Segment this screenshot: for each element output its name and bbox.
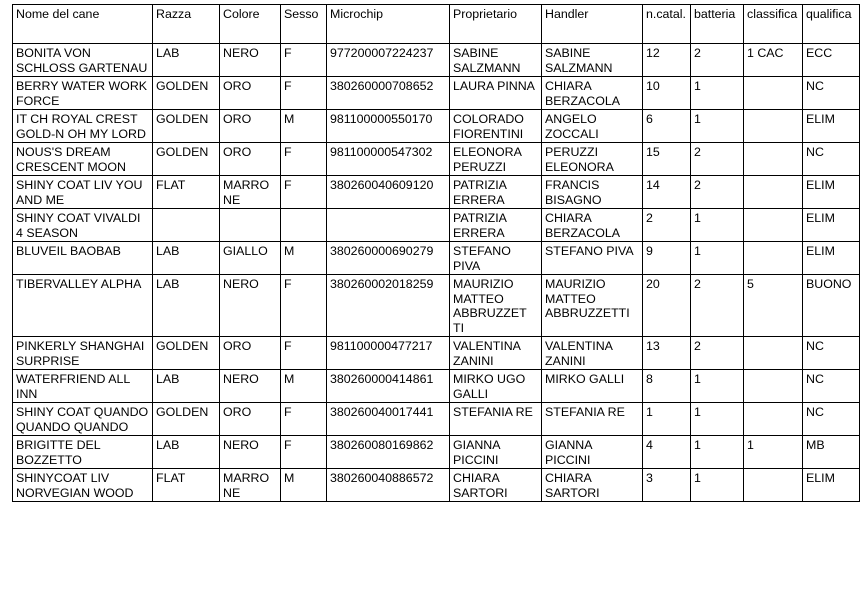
header-classifica: classifica — [744, 5, 803, 44]
cell-razza: LAB — [153, 44, 220, 77]
table-row — [13, 110, 860, 143]
cell-classifica — [744, 337, 803, 370]
cell-microchip: 981100000477217 — [327, 337, 450, 370]
cell-batteria: 1 — [691, 242, 744, 275]
cell-proprietario: PATRIZIA ERRERA — [450, 209, 542, 242]
cell-proprietario: LAURA PINNA — [450, 77, 542, 110]
cell-qualifica: NC — [803, 77, 860, 110]
cell-colore: NERO — [220, 275, 281, 337]
cell-razza: LAB — [153, 436, 220, 469]
cell-microchip: 380260002018259 — [327, 275, 450, 337]
cell-handler: STEFANIA RE — [542, 403, 643, 436]
cell-nome: BERRY WATER WORK FORCE — [13, 77, 153, 110]
cell-handler: SABINE SALZMANN — [542, 44, 643, 77]
cell-qualifica: NC — [803, 143, 860, 176]
cell-qualifica: NC — [803, 370, 860, 403]
cell-handler: PERUZZI ELEONORA — [542, 143, 643, 176]
cell-razza: GOLDEN — [153, 337, 220, 370]
cell-nome: BLUVEIL BAOBAB — [13, 242, 153, 275]
cell-proprietario: GIANNA PICCINI — [450, 436, 542, 469]
cell-ncatal: 9 — [643, 242, 691, 275]
cell-qualifica: BUONO — [803, 275, 860, 337]
table-body — [13, 44, 860, 502]
table-row — [13, 275, 860, 337]
cell-microchip — [327, 209, 450, 242]
cell-batteria: 2 — [691, 44, 744, 77]
header-microchip: Microchip — [327, 5, 450, 44]
cell-batteria: 1 — [691, 469, 744, 502]
cell-handler: MAURIZIO MATTEO ABBRUZZETTI — [542, 275, 643, 337]
cell-classifica — [744, 469, 803, 502]
cell-razza: LAB — [153, 242, 220, 275]
cell-colore: ORO — [220, 337, 281, 370]
cell-classifica — [744, 77, 803, 110]
cell-colore: GIALLO — [220, 242, 281, 275]
cell-handler: VALENTINA ZANINI — [542, 337, 643, 370]
cell-microchip: 380260040886572 — [327, 469, 450, 502]
header-sesso: Sesso — [281, 5, 327, 44]
cell-batteria: 2 — [691, 176, 744, 209]
cell-nome: IT CH ROYAL CREST GOLD-N OH MY LORD — [13, 110, 153, 143]
cell-nome: SHINY COAT LIV YOU AND ME — [13, 176, 153, 209]
cell-qualifica: MB — [803, 436, 860, 469]
table-row — [13, 469, 860, 502]
cell-nome: BONITA VON SCHLOSS GARTENAU — [13, 44, 153, 77]
cell-classifica — [744, 209, 803, 242]
cell-ncatal: 1 — [643, 403, 691, 436]
cell-proprietario: ELEONORA PERUZZI — [450, 143, 542, 176]
header-nome: Nome del cane — [13, 5, 153, 44]
cell-qualifica: ELIM — [803, 110, 860, 143]
cell-nome: PINKERLY SHANGHAI SURPRISE — [13, 337, 153, 370]
cell-nome: WATERFRIEND ALL INN — [13, 370, 153, 403]
cell-sesso — [281, 209, 327, 242]
cell-sesso: F — [281, 436, 327, 469]
cell-sesso: F — [281, 143, 327, 176]
table-row — [13, 209, 860, 242]
cell-razza: GOLDEN — [153, 77, 220, 110]
cell-qualifica: ELIM — [803, 469, 860, 502]
cell-proprietario: STEFANIA RE — [450, 403, 542, 436]
cell-microchip: 380260000414861 — [327, 370, 450, 403]
cell-qualifica: NC — [803, 337, 860, 370]
cell-handler: CHIARA BERZACOLA — [542, 209, 643, 242]
cell-nome: SHINYCOAT LIV NORVEGIAN WOOD — [13, 469, 153, 502]
cell-razza: GOLDEN — [153, 143, 220, 176]
cell-ncatal: 14 — [643, 176, 691, 209]
cell-ncatal: 8 — [643, 370, 691, 403]
cell-classifica — [744, 143, 803, 176]
cell-handler: CHIARA SARTORI — [542, 469, 643, 502]
cell-nome: SHINY COAT VIVALDI 4 SEASON — [13, 209, 153, 242]
cell-proprietario: MIRKO UGO GALLI — [450, 370, 542, 403]
cell-microchip: 380260040609120 — [327, 176, 450, 209]
cell-razza: FLAT — [153, 469, 220, 502]
cell-colore: NERO — [220, 44, 281, 77]
cell-sesso: F — [281, 176, 327, 209]
cell-proprietario: SABINE SALZMANN — [450, 44, 542, 77]
cell-classifica — [744, 110, 803, 143]
cell-classifica — [744, 370, 803, 403]
cell-razza: FLAT — [153, 176, 220, 209]
cell-classifica — [744, 403, 803, 436]
cell-batteria: 1 — [691, 209, 744, 242]
cell-proprietario: COLORADO FIORENTINI — [450, 110, 542, 143]
cell-colore: NERO — [220, 370, 281, 403]
cell-qualifica: ELIM — [803, 209, 860, 242]
header-proprietario: Proprietario — [450, 5, 542, 44]
cell-microchip: 380260000690279 — [327, 242, 450, 275]
cell-batteria: 1 — [691, 403, 744, 436]
header-qualifica: qualifica — [803, 5, 860, 44]
cell-batteria: 1 — [691, 370, 744, 403]
cell-ncatal: 6 — [643, 110, 691, 143]
cell-microchip: 981100000547302 — [327, 143, 450, 176]
cell-qualifica: ELIM — [803, 242, 860, 275]
cell-handler: FRANCIS BISAGNO — [542, 176, 643, 209]
cell-sesso: F — [281, 44, 327, 77]
cell-nome: TIBERVALLEY ALPHA — [13, 275, 153, 337]
cell-nome: SHINY COAT QUANDO QUANDO QUANDO — [13, 403, 153, 436]
cell-microchip: 380260080169862 — [327, 436, 450, 469]
cell-handler: CHIARA BERZACOLA — [542, 77, 643, 110]
cell-nome: BRIGITTE DEL BOZZETTO — [13, 436, 153, 469]
cell-handler: ANGELO ZOCCALI — [542, 110, 643, 143]
cell-nome: NOUS'S DREAM CRESCENT MOON — [13, 143, 153, 176]
cell-razza: LAB — [153, 275, 220, 337]
header-razza: Razza — [153, 5, 220, 44]
header-row — [13, 5, 860, 44]
cell-microchip: 380260000708652 — [327, 77, 450, 110]
cell-ncatal: 15 — [643, 143, 691, 176]
table-row — [13, 143, 860, 176]
results-table — [12, 4, 860, 502]
table-row — [13, 77, 860, 110]
cell-ncatal: 3 — [643, 469, 691, 502]
cell-batteria: 2 — [691, 143, 744, 176]
cell-qualifica: ELIM — [803, 176, 860, 209]
cell-qualifica: ECC — [803, 44, 860, 77]
cell-colore: ORO — [220, 110, 281, 143]
cell-proprietario: CHIARA SARTORI — [450, 469, 542, 502]
cell-colore: ORO — [220, 403, 281, 436]
cell-ncatal: 12 — [643, 44, 691, 77]
cell-classifica: 5 — [744, 275, 803, 337]
cell-proprietario: VALENTINA ZANINI — [450, 337, 542, 370]
table-row — [13, 242, 860, 275]
header-ncatal: n.catal. — [643, 5, 691, 44]
cell-classifica: 1 CAC — [744, 44, 803, 77]
cell-proprietario: PATRIZIA ERRERA — [450, 176, 542, 209]
cell-colore: ORO — [220, 143, 281, 176]
header-handler: Handler — [542, 5, 643, 44]
cell-colore: NERO — [220, 436, 281, 469]
cell-colore: MARRO NE — [220, 176, 281, 209]
cell-classifica: 1 — [744, 436, 803, 469]
cell-razza: GOLDEN — [153, 110, 220, 143]
cell-colore — [220, 209, 281, 242]
cell-colore: MARRO NE — [220, 469, 281, 502]
cell-batteria: 1 — [691, 77, 744, 110]
cell-proprietario: MAURIZIO MATTEO ABBRUZZET TI — [450, 275, 542, 337]
table-row — [13, 176, 860, 209]
cell-colore: ORO — [220, 77, 281, 110]
cell-qualifica: NC — [803, 403, 860, 436]
cell-batteria: 2 — [691, 337, 744, 370]
cell-handler: STEFANO PIVA — [542, 242, 643, 275]
cell-ncatal: 4 — [643, 436, 691, 469]
cell-batteria: 1 — [691, 110, 744, 143]
table-row — [13, 337, 860, 370]
cell-ncatal: 13 — [643, 337, 691, 370]
header-batteria: batteria — [691, 5, 744, 44]
cell-sesso: F — [281, 77, 327, 110]
cell-sesso: M — [281, 370, 327, 403]
cell-razza: LAB — [153, 370, 220, 403]
cell-sesso: M — [281, 110, 327, 143]
cell-ncatal: 10 — [643, 77, 691, 110]
cell-classifica — [744, 242, 803, 275]
cell-sesso: F — [281, 275, 327, 337]
cell-proprietario: STEFANO PIVA — [450, 242, 542, 275]
cell-sesso: F — [281, 337, 327, 370]
cell-classifica — [744, 176, 803, 209]
cell-handler: GIANNA PICCINI — [542, 436, 643, 469]
cell-microchip: 977200007224237 — [327, 44, 450, 77]
cell-batteria: 2 — [691, 275, 744, 337]
cell-razza — [153, 209, 220, 242]
cell-sesso: M — [281, 469, 327, 502]
table-row — [13, 44, 860, 77]
cell-sesso: M — [281, 242, 327, 275]
cell-razza: GOLDEN — [153, 403, 220, 436]
cell-ncatal: 20 — [643, 275, 691, 337]
table-row — [13, 403, 860, 436]
cell-microchip: 380260040017441 — [327, 403, 450, 436]
cell-batteria: 1 — [691, 436, 744, 469]
table-row — [13, 370, 860, 403]
cell-microchip: 981100000550170 — [327, 110, 450, 143]
cell-ncatal: 2 — [643, 209, 691, 242]
cell-handler: MIRKO GALLI — [542, 370, 643, 403]
cell-sesso: F — [281, 403, 327, 436]
header-colore: Colore — [220, 5, 281, 44]
table-row — [13, 436, 860, 469]
